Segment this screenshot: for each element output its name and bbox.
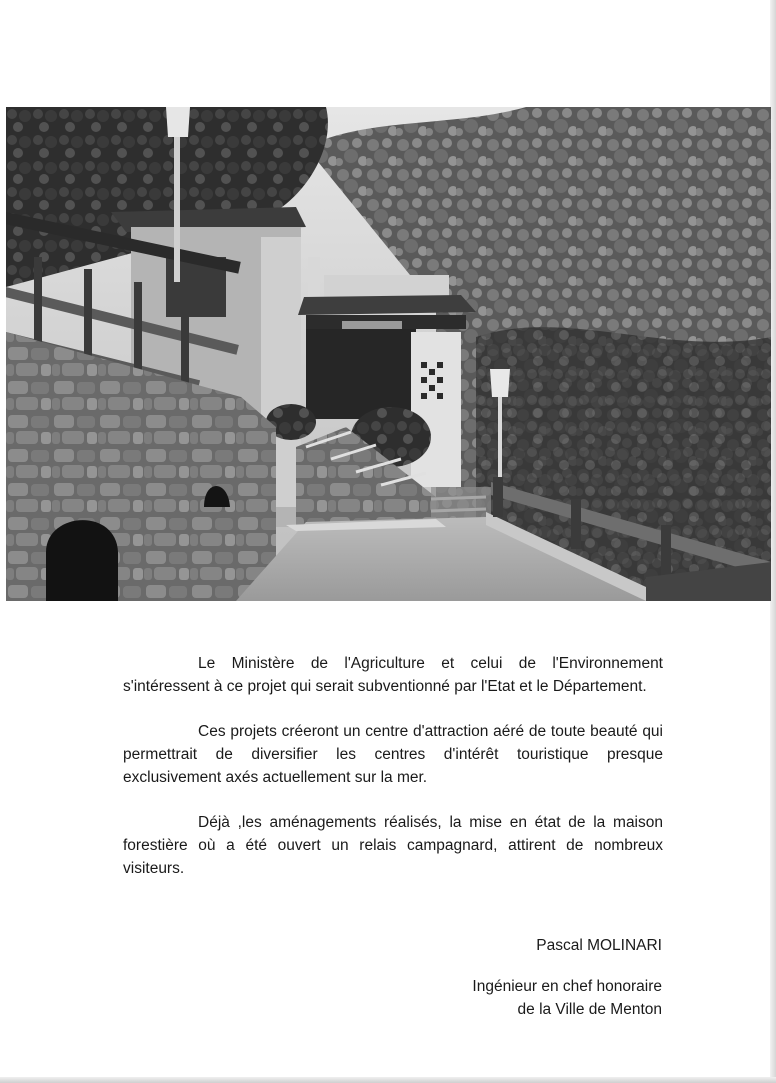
signature-title-line1: Ingénieur en chef honoraire [472, 978, 662, 995]
signature-name: Pascal MOLINARI [536, 937, 662, 954]
paragraph-ministry: Le Ministère de l'Agriculture et celui de l'Environnement s'intéressent à ce projet qui serait subventionné par l'Etat et le Département. [123, 655, 663, 695]
body-text [123, 652, 663, 902]
paragraph-achievements: Déjà ,les aménagements réalisés, la mise en état de la maison forestière où a été ouvert un relais campagnard, attirent de nombreux visiteurs. [123, 814, 663, 877]
signature-title-line2: de la Ville de Menton [517, 1001, 662, 1018]
paragraph-projects: Ces projets créeront un centre d'attraction aéré de toute beauté qui permettrait de diversifier les centres d'intérêt touristique presque exclusivement axés actuellement sur la mer. [123, 723, 663, 786]
forest-house-photo [6, 107, 771, 601]
signature-block [400, 934, 662, 1021]
page-edge-bottom [0, 1077, 776, 1083]
